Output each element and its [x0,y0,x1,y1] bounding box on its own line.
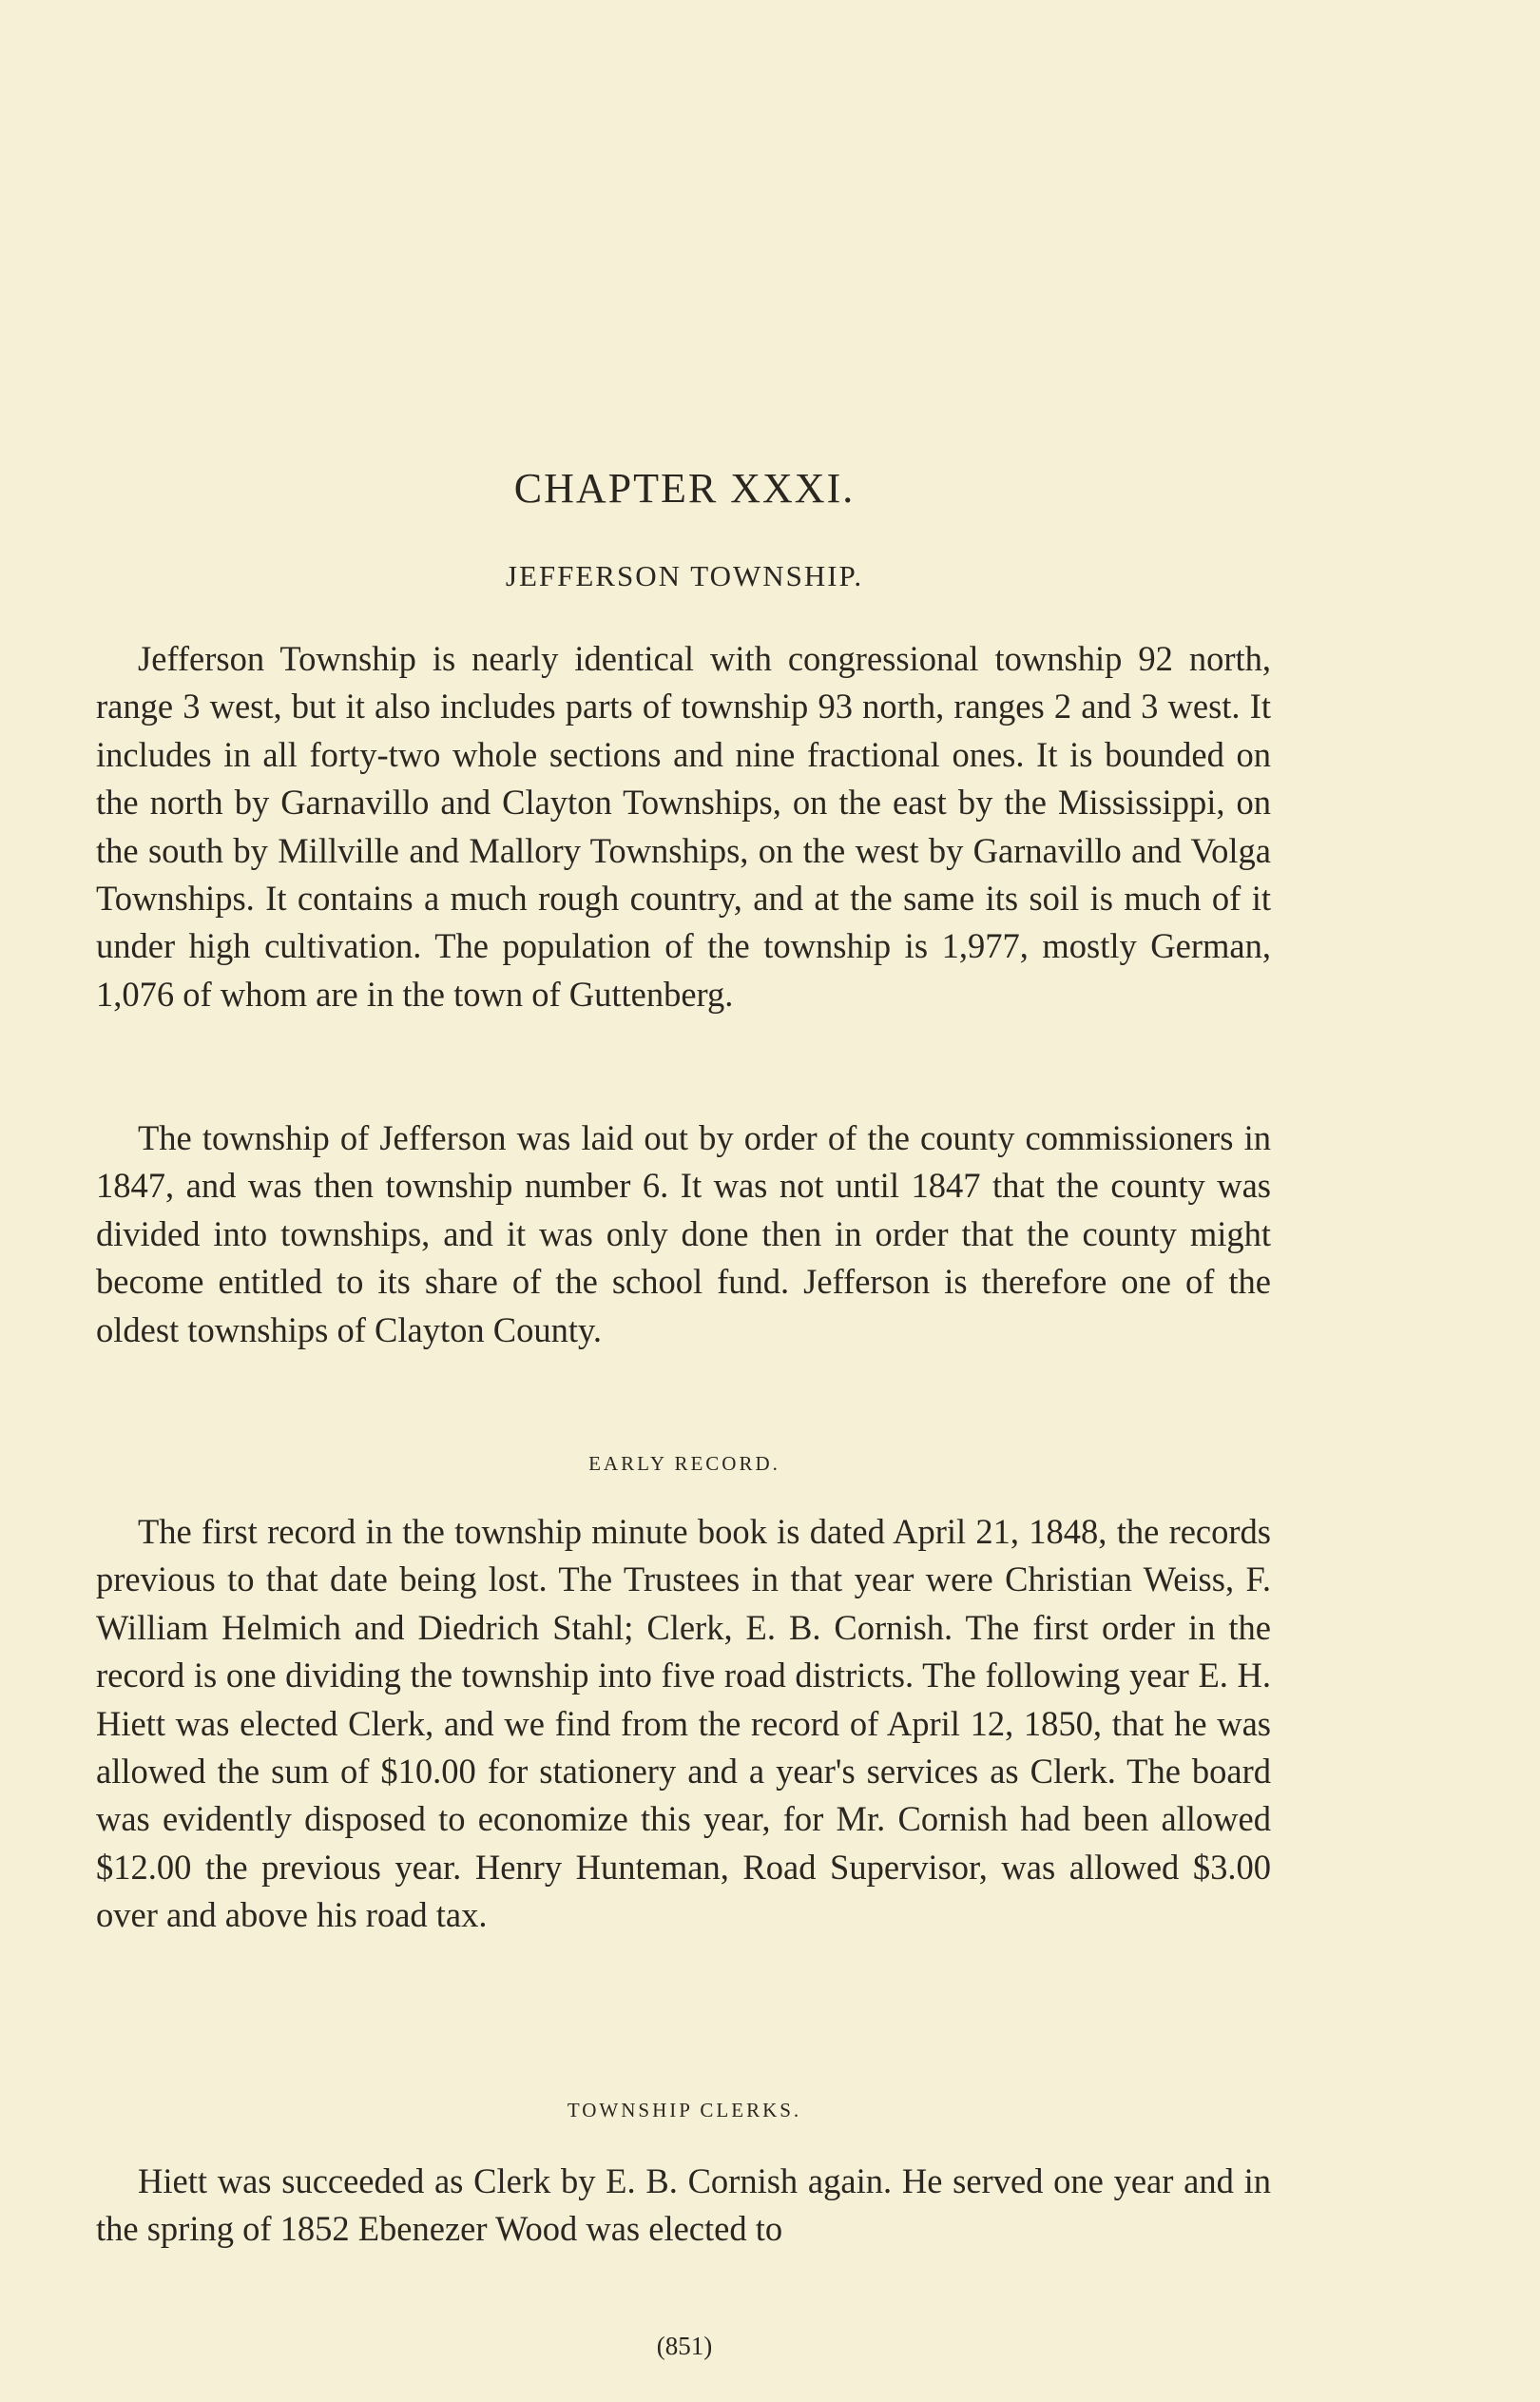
page-number: (851) [656,2332,713,2360]
paragraph-laid-out: The township of Jefferson was laid out by order of the county commissioners in 1847, and was then township number 6. It was not until 1847 that the county was divided into townships, and it was only done then in order that the county might become entitled to its share of the school fund. Jefferson is therefore one of the oldest townships of Clayton County. [96,1118,1271,1349]
heading-township-clerks: TOWNSHIP CLERKS. [567,2099,802,2121]
paragraph-township-clerks: Hiett was succeeded as Clerk by E. B. Cornish again. He served one year and in the spring of 1852 Ebenezer Wood was elected to [96,2161,1271,2249]
chapter-title: CHAPTER XXXI. [513,465,856,512]
paragraph-early-record: The first record in the township minute book is dated April 21, 1848, the records previous to that date being lost. The Trustees in that year were Christian Weiss, F. William Helmich and Diedrich Stahl; Clerk, E. B. Cornish. The first order in the record is one dividing the township into five road districts. The following year E. H. Hiett was elected Clerk, and we find from the record of April 12, 1850, that he was allowed the sum of $10.00 for stationery and a year's services as Clerk. The board was evidently disposed to economize this year, for Mr. Cornish had been allowed $12.00 the previous year. Henry Hunteman, Road Supervisor, was allowed $3.00 over and above his road tax. [96,1512,1271,1935]
section-title: JEFFERSON TOWNSHIP. [505,559,864,592]
paragraph-intro: Jefferson Township is nearly identical with congressional township 92 north, range 3 west, but it also includes parts of township 93 north, ranges 2 and 3 west. It includes in all forty-two whole sections and nine fractional ones. It is bounded on the north by Garnavillo and Clayton Townships, on the east by the Mississippi, on the south by Millville and Mallory Townships, on the west by Garnavillo and Volga Townships. It contains a much rough country, and at the same its soil is much of it under high cultivation. The population of the township is 1,977, mostly German, 1,076 of whom are in the town of Guttenberg. [96,639,1271,1014]
heading-early-record: EARLY RECORD. [588,1452,780,1475]
